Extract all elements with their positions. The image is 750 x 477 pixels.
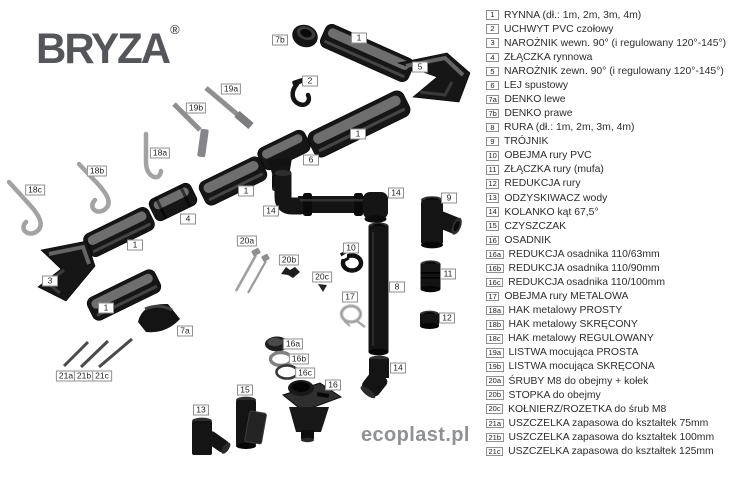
part-badge-18b: 18b	[87, 166, 107, 177]
website-text: ecoplast.pl	[361, 424, 470, 446]
legend-item-number: 17	[486, 292, 499, 302]
part-hook-straight	[146, 134, 161, 177]
legend-item	[486, 318, 726, 332]
part-badge-1: 1	[127, 240, 143, 251]
legend-item-label: REDUKCJA osadnika 110/100mm	[508, 277, 665, 289]
legend-item-number: 12	[486, 179, 499, 189]
legend-item-label: ŚRUBY M8 do obejmy + kołek	[508, 375, 649, 387]
part-gutter	[305, 88, 413, 160]
part-hook-pvc	[292, 77, 309, 105]
legend-item	[486, 22, 726, 36]
part-badge-5: 5	[412, 62, 428, 73]
legend-item-label: CZYSZCZAK	[504, 220, 567, 232]
part-end-cap-right	[289, 21, 321, 51]
legend-item	[486, 205, 726, 219]
part-badge-9: 9	[441, 193, 457, 204]
part-badge-1: 1	[351, 33, 367, 44]
legend-item	[486, 64, 726, 78]
legend-item-label: LEJ spustowy	[504, 79, 569, 91]
part-badge-2: 2	[302, 76, 318, 87]
legend-item-number: 1	[486, 10, 499, 20]
legend-item-number: 3	[486, 38, 499, 48]
legend-item-label: KOLANKO kąt 67,5°	[504, 206, 599, 218]
part-badge-16: 16	[325, 380, 341, 391]
legend-item	[486, 78, 726, 92]
part-badge-15: 15	[237, 385, 253, 396]
legend-item-number: 18a	[486, 306, 504, 316]
part-badge-20a: 20a	[237, 236, 257, 247]
legend-item	[486, 107, 726, 121]
legend-item-label: REDUKCJA osadnika 110/90mm	[508, 262, 660, 274]
legend	[486, 8, 726, 459]
part-badge-17: 17	[342, 292, 358, 303]
part-badge-14: 14	[390, 363, 406, 374]
legend-item-label: HAK metalowy REGULOWANY	[508, 333, 654, 345]
part-badge-3: 3	[42, 276, 58, 287]
legend-item	[486, 219, 726, 233]
legend-item-label: NAROŻNIK wewn. 90° (i regulowany 120°-145°)	[504, 37, 727, 49]
legend-item-number: 4	[486, 53, 499, 63]
legend-item-number: 20a	[486, 376, 504, 386]
legend-item	[486, 332, 726, 346]
legend-item-label: USZCZELKA zapasowa do kształtek 75mm	[508, 417, 709, 429]
legend-item	[486, 275, 726, 289]
part-elbow	[275, 170, 301, 206]
legend-item-number: 9	[486, 137, 499, 147]
part-badge-14: 14	[263, 206, 279, 217]
legend-item-label: USZCZELKA zapasowa do kształtek 125mm	[508, 445, 714, 457]
legend-item-label: RURA (dł.: 1m, 2m, 3m, 4m)	[504, 122, 635, 134]
legend-item-number: 20c	[486, 404, 503, 414]
part-badge-19b: 19b	[186, 103, 206, 114]
part-badge-1: 1	[98, 303, 114, 314]
legend-item-number: 10	[486, 151, 499, 161]
part-rozetka	[318, 284, 327, 292]
legend-item-label: TRÓJNIK	[504, 136, 549, 148]
legend-item-number: 16b	[486, 264, 504, 274]
part-badge-6: 6	[303, 155, 319, 166]
legend-item-number: 7b	[486, 109, 499, 119]
legend-item-number: 13	[486, 193, 499, 203]
part-inner-corner	[38, 241, 95, 301]
part-gutter	[81, 205, 157, 259]
part-reduction-110-100	[277, 366, 298, 379]
legend-item	[486, 430, 726, 444]
part-gaskets	[64, 339, 132, 367]
part-elbow	[363, 192, 388, 223]
part-badge-21c: 21c	[92, 371, 112, 382]
part-clamp-metal	[342, 306, 366, 327]
legend-item-label: UCHWYT PVC czołowy	[504, 23, 614, 35]
legend-item	[486, 247, 726, 261]
part-osadnik	[283, 380, 341, 442]
legend-item-label: STOPKA do obejmy	[508, 389, 601, 401]
legend-item-number: 21c	[486, 447, 503, 457]
part-czyszczak	[236, 397, 267, 449]
legend-item	[486, 374, 726, 388]
part-pipe-vertical	[369, 222, 389, 355]
legend-item	[486, 304, 726, 318]
legend-item-label: LISTWA mocująca SKRĘCONA	[508, 361, 655, 373]
part-badge-16a: 16a	[283, 339, 303, 350]
part-badge-20c: 20c	[312, 272, 332, 283]
legend-item-label: OBEJMA rury PVC	[504, 150, 592, 162]
legend-item-number: 8	[486, 123, 499, 133]
legend-item	[486, 177, 726, 191]
legend-item-label: HAK metalowy PROSTY	[508, 305, 623, 317]
legend-item-number: 19a	[486, 348, 504, 358]
legend-item	[486, 388, 726, 402]
part-reducer	[420, 311, 439, 329]
legend-item	[486, 50, 726, 64]
legend-item	[486, 121, 726, 135]
part-badge-8: 8	[389, 282, 405, 293]
part-tee	[421, 196, 464, 248]
legend-item-number: 16c	[486, 278, 503, 288]
legend-item-label: RYNNA (dł.: 1m, 2m, 3m, 4m)	[504, 9, 642, 21]
part-stopka	[281, 267, 300, 278]
legend-item-number: 19b	[486, 362, 504, 372]
legend-item	[486, 416, 726, 430]
legend-item-number: 14	[486, 207, 499, 217]
part-badge-4: 4	[180, 214, 196, 225]
legend-item-label: LISTWA mocująca PROSTA	[508, 347, 639, 359]
part-badge-7b: 7b	[272, 35, 288, 46]
legend-item-number: 18c	[486, 334, 503, 344]
part-elbow	[358, 356, 389, 401]
legend-item	[486, 92, 726, 106]
part-odzyskiwacz	[192, 418, 232, 456]
legend-item-label: ZŁĄCZKA rury (mufa)	[504, 164, 604, 176]
part-badge-1: 1	[238, 186, 254, 197]
part-end-cap-left	[138, 304, 180, 332]
part-hook-adjustable	[9, 182, 41, 234]
part-badge-18c: 18c	[25, 185, 45, 196]
legend-item-number: 21b	[486, 433, 504, 443]
brand-logo-text: BRYZA	[36, 24, 170, 72]
legend-item-number: 16a	[486, 250, 504, 260]
legend-item-label: USZCZELKA zapasowa do kształtek 100mm	[508, 431, 715, 443]
legend-item-number: 21a	[486, 419, 504, 429]
part-badge-19a: 19a	[221, 84, 241, 95]
legend-item-number: 11	[486, 165, 499, 175]
part-gutter	[197, 154, 270, 207]
legend-item-label: DENKO prawe	[504, 108, 573, 120]
legend-item-label: HAK metalowy SKRĘCONY	[508, 319, 638, 331]
part-gutter-connector	[147, 181, 199, 223]
legend-item-number: 20b	[486, 390, 504, 400]
part-listwa-straight	[206, 88, 251, 126]
legend-item-label: REDUKCJA rury	[504, 178, 581, 190]
part-badge-10: 10	[343, 243, 359, 254]
legend-item-number: 7a	[486, 95, 499, 105]
part-reduction-110-90	[271, 353, 292, 366]
legend-item-number: 2	[486, 24, 499, 34]
legend-item-label: KOŁNIERZ/ROZETKA do śrub M8	[508, 403, 667, 415]
legend-item-label: DENKO lewe	[504, 94, 566, 105]
part-badge-12: 12	[439, 313, 455, 324]
part-badge-16c: 16c	[295, 368, 315, 379]
legend-item-number: 15	[486, 221, 499, 231]
part-badge-21b: 21b	[74, 371, 94, 382]
legend-item-label: NAROŻNIK zewn. 90° (i regulowany 120°-145°)	[504, 65, 724, 77]
legend-item	[486, 261, 726, 275]
part-listwa-twisted	[174, 104, 209, 157]
part-coupler	[421, 260, 441, 292]
legend-item	[486, 149, 726, 163]
legend-item-label: OBEJMA rury METALOWA	[504, 291, 629, 303]
registered-trademark-symbol: ®	[170, 22, 180, 38]
legend-item-number: 16	[486, 236, 499, 246]
legend-item	[486, 233, 726, 247]
legend-item-number: 5	[486, 67, 499, 77]
legend-item	[486, 36, 726, 50]
legend-item	[486, 8, 726, 22]
part-badge-14: 14	[388, 188, 404, 199]
part-screws	[236, 247, 270, 293]
part-pipe-horizontal	[298, 193, 366, 216]
part-hook-twisted	[79, 164, 109, 212]
brand-logo	[36, 22, 180, 73]
legend-item	[486, 191, 726, 205]
legend-item-label: ZŁĄCZKA rynnowa	[504, 51, 593, 63]
part-badge-18a: 18a	[150, 148, 170, 159]
part-clamp-pvc	[339, 251, 361, 271]
part-badge-11: 11	[440, 269, 456, 280]
legend-item-number: 6	[486, 81, 499, 91]
legend-item	[486, 346, 726, 360]
legend-item-label: OSADNIK	[504, 234, 552, 246]
legend-item	[486, 135, 726, 149]
legend-item	[486, 402, 726, 416]
legend-item-label: ODZYSKIWACZ wody	[504, 192, 608, 204]
part-reduction-110-63	[265, 337, 289, 352]
legend-item	[486, 360, 726, 374]
legend-item-label: REDUKCJA osadnika 110/63mm	[508, 248, 660, 260]
legend-item-number: 18b	[486, 320, 504, 330]
part-badge-20b: 20b	[279, 255, 299, 266]
part-gutter	[318, 22, 416, 84]
part-badge-13: 13	[193, 405, 209, 416]
legend-item	[486, 290, 726, 304]
legend-item	[486, 444, 726, 458]
legend-item	[486, 163, 726, 177]
part-badge-1: 1	[350, 129, 366, 140]
part-badge-21a: 21a	[56, 371, 76, 382]
part-badge-7a: 7a	[177, 326, 193, 337]
part-badge-16b: 16b	[289, 354, 309, 365]
